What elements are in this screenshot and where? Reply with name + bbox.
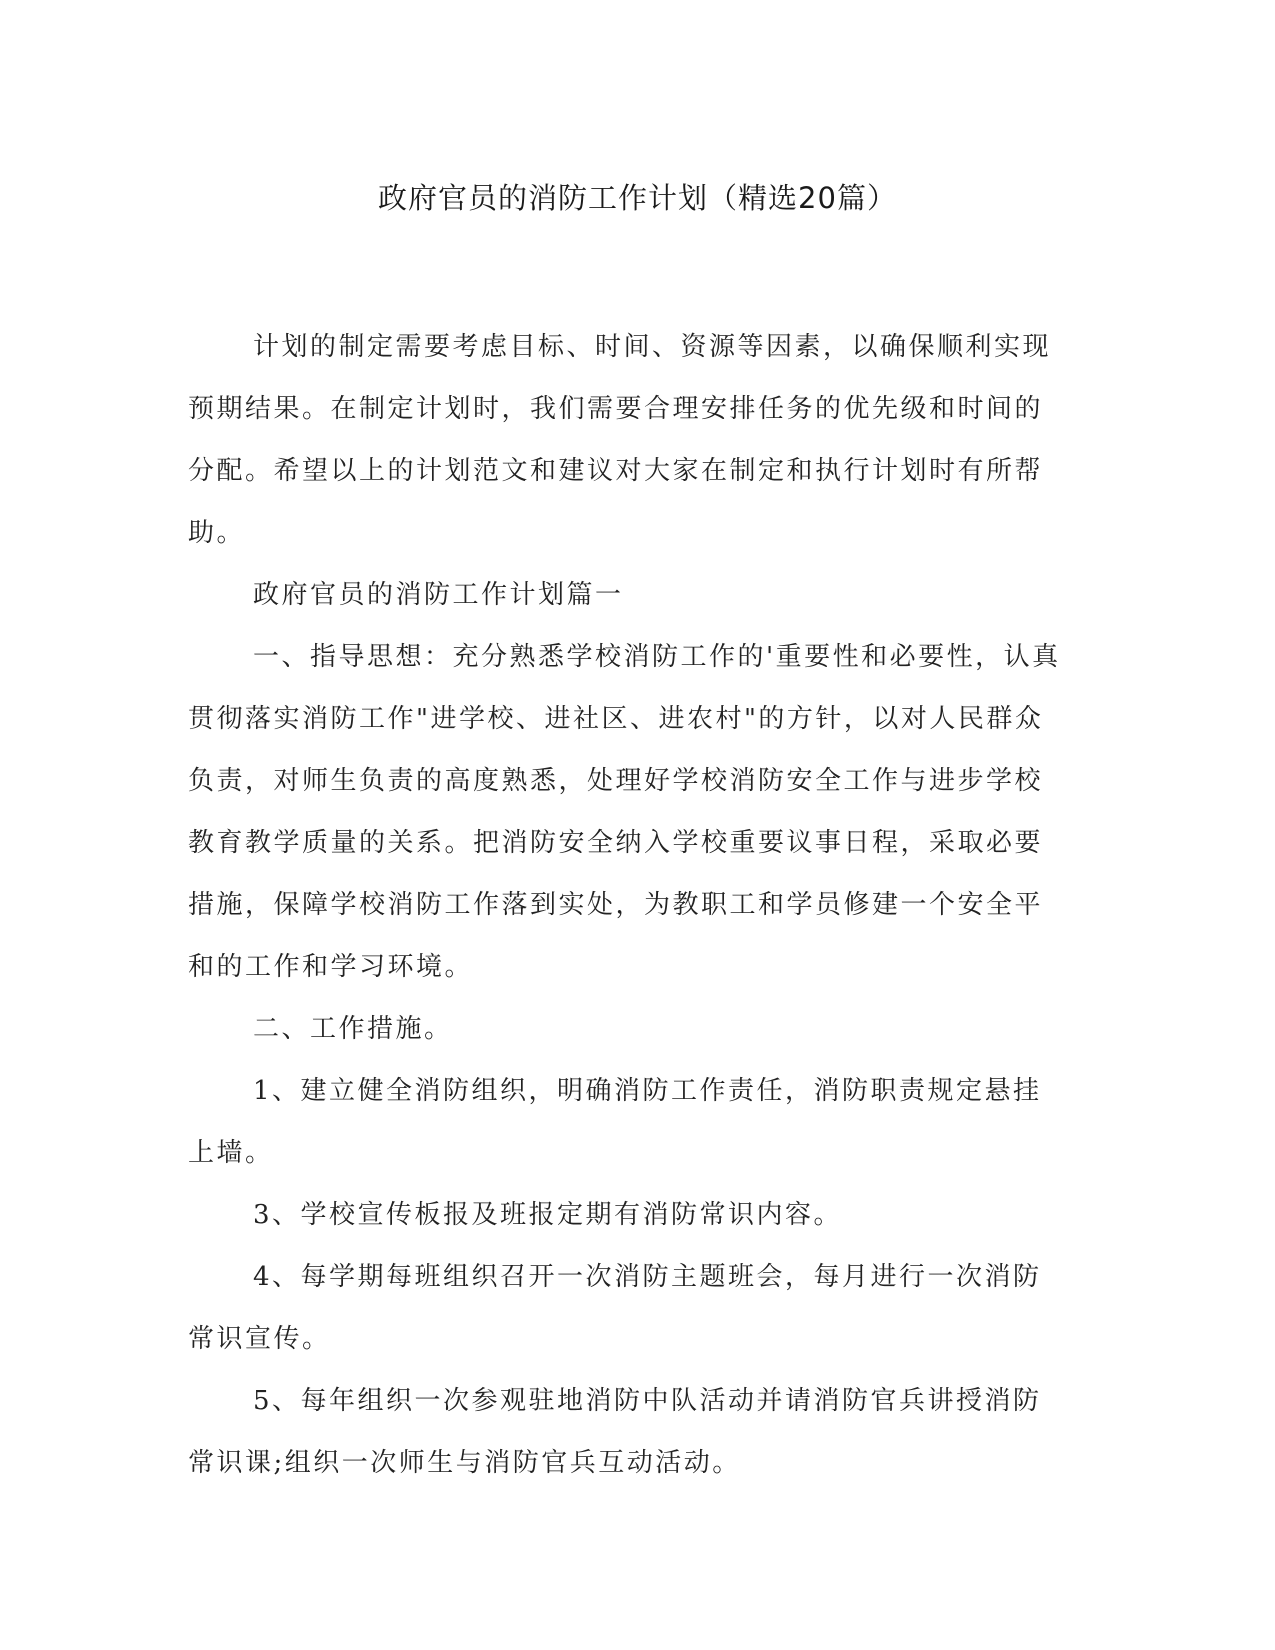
- measure-item-3: 3、学校宣传板报及班报定期有消防常识内容。: [253, 1200, 843, 1230]
- measure-item-5: 5、每年组织一次参观驻地消防中队活动并请消防官兵讲授消防常识课;组织一次师生与消防官兵互动活动。: [188, 1386, 1042, 1478]
- intro-paragraph: 计划的制定需要考虑目标、时间、资源等因素，以确保顺利实现预期结果。在制定计划时，我们需要合理安排任务的优先级和时间的分配。希望以上的计划范文和建议对大家在制定和执行计划时有所帮助。: [188, 332, 1052, 548]
- guiding-ideology-paragraph: 一、指导思想：充分熟悉学校消防工作的'重要性和必要性，认真贯彻落实消防工作"进学校、进社区、进农村"的方针，以对人民群众负责，对师生负责的高度熟悉，处理好学校消防安全工作与进步学校教育教学质量的关系。把消防安全纳入学校重要议事日程，采取必要措施，保障学校消防工作落到实处，为教职工和学员修建一个安全平和的工作和学习环境。: [188, 642, 1061, 982]
- work-measures-heading: 二、工作措施。: [253, 1014, 453, 1044]
- document-body: [188, 316, 1070, 1494]
- document-title: 政府官员的消防工作计划（精选20篇）: [378, 181, 897, 215]
- section-heading: 政府官员的消防工作计划篇一: [253, 580, 624, 610]
- measure-item-1: 1、建立健全消防组织，明确消防工作责任，消防职责规定悬挂上墙。: [188, 1076, 1042, 1168]
- measure-item-4: 4、每学期每班组织召开一次消防主题班会，每月进行一次消防常识宣传。: [188, 1262, 1042, 1354]
